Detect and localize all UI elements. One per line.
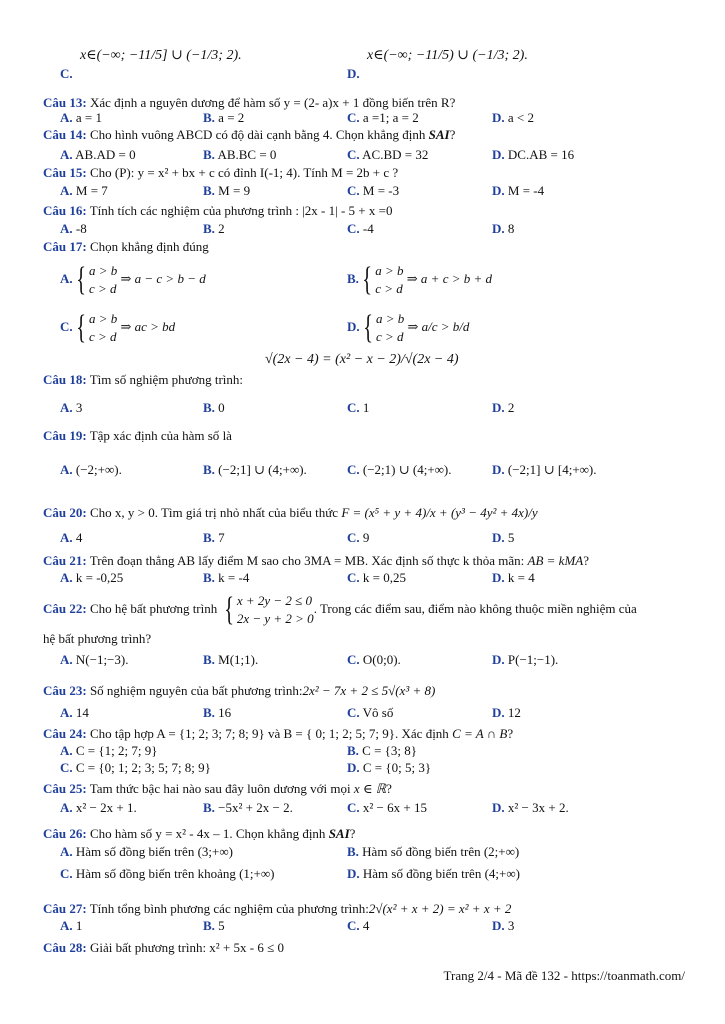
option-a[interactable] [60, 183, 108, 198]
option-a[interactable] [60, 147, 136, 162]
option-d[interactable] [492, 652, 558, 667]
question-text: Tính tổng bình phương các nghiệm của phương trình: [86, 901, 369, 916]
option-text: M = 9 [214, 183, 251, 198]
option-b[interactable] [203, 400, 225, 415]
option-letter: D. [492, 147, 505, 162]
option-b[interactable] [347, 262, 492, 298]
question-formula: AB = kMA [527, 553, 584, 568]
brace-icon: { [75, 261, 86, 298]
option-letter: D. [347, 866, 360, 881]
question-19 [43, 428, 232, 443]
option-c[interactable] [347, 530, 369, 545]
system-line: x + 2y − 2 ≤ 0 [236, 593, 313, 608]
option-system: a > b c > d [375, 311, 405, 344]
option-letter: B. [347, 743, 359, 758]
option-text: AB.AD = 0 [72, 147, 136, 162]
option-text: 7 [214, 530, 225, 545]
option-system: a > b c > d [88, 311, 118, 344]
option-letter: D. [492, 530, 505, 545]
question-number: Câu 15: [43, 165, 87, 180]
option-text: Hàm số đồng biến trên khoảng (1;+∞) [72, 866, 275, 881]
option-c[interactable] [347, 652, 401, 667]
option-c[interactable] [347, 183, 399, 198]
option-letter: C. [347, 800, 360, 815]
option-d[interactable] [492, 400, 514, 415]
option-text: M(1;1). [214, 652, 259, 667]
question-text: Cho x, y > 0. Tìm giá trị nhỏ nhất của biểu thức [86, 505, 342, 520]
option-letter: C. [347, 221, 360, 236]
option-text: 16 [214, 705, 232, 720]
option-text: 8 [504, 221, 515, 236]
option-a[interactable] [60, 844, 233, 859]
option-text: 3 [504, 918, 515, 933]
option-text: a =1; a = 2 [359, 110, 419, 125]
option-text: C = {0; 5; 3} [359, 760, 432, 775]
option-c[interactable] [60, 310, 175, 346]
question-text: Xác định a nguyên dương để hàm số y = (2- a)x + 1 đồng biến trên R? [86, 95, 456, 110]
option-text: Hàm số đồng biến trên (2;+∞) [358, 844, 520, 859]
question-tail: . Trong các điểm sau, điểm nào không thuộc miền nghiệm của [313, 600, 637, 616]
question-text: Cho hàm số y = x² - 4x – 1. Chọn khẳng định [86, 826, 329, 841]
question-22 [43, 592, 637, 628]
option-text: a < 2 [504, 110, 534, 125]
option-letter: A. [60, 400, 73, 415]
option-b[interactable] [203, 800, 293, 815]
question-tail: ? [583, 553, 590, 568]
option-a[interactable] [60, 918, 82, 933]
option-text: C = {3; 8} [358, 743, 418, 758]
option-c-label: C. [60, 66, 73, 81]
option-letter: D. [492, 800, 505, 815]
option-letter: B. [203, 705, 215, 720]
question-23 [43, 683, 435, 698]
question-text: Tam thức bậc hai nào sau đây luôn dương với mọi [86, 781, 354, 796]
question-number: Câu 23: [43, 683, 87, 698]
question-number: Câu 26: [43, 826, 87, 841]
question-formula: x ∈ ℝ [353, 781, 387, 796]
question-text: Trên đoạn thẳng AB lấy điểm M sao cho 3MA = MB. Xác định số thực k thỏa mãn: [86, 553, 528, 568]
option-system: a > b c > d [375, 263, 404, 296]
question-tail: ? [386, 781, 392, 796]
option-c[interactable] [60, 760, 211, 775]
option-letter: C. [347, 570, 360, 585]
option-letter: C. [347, 400, 360, 415]
option-letter: C. [347, 918, 360, 933]
system-line: 2x − y + 2 > 0 [236, 611, 314, 626]
option-d[interactable] [492, 462, 597, 477]
option-text: x² − 6x + 15 [359, 800, 427, 815]
option-text: a = 1 [72, 110, 102, 125]
option-letter: D. [492, 462, 505, 477]
option-text: -8 [72, 221, 87, 236]
option-letter: D. [492, 570, 505, 585]
question-text: Tập xác định của hàm số [86, 428, 223, 443]
question-15 [43, 165, 398, 180]
option-text: 9 [359, 530, 370, 545]
option-letter: B. [203, 183, 215, 198]
option-b[interactable] [203, 570, 249, 585]
option-b[interactable] [347, 743, 417, 758]
question-tail: ? [507, 726, 514, 741]
option-system: a > b c > d [88, 263, 118, 296]
option-letter: A. [60, 705, 73, 720]
option-c-expr: x∈(−∞; −11/5] ∪ (−1/3; 2). [80, 48, 242, 63]
option-a[interactable] [60, 705, 89, 720]
option-d[interactable] [347, 310, 469, 346]
inequality-system: { x + 2y − 2 ≤ 0 2x − y + 2 > 0 [223, 591, 314, 628]
option-letter: B. [203, 110, 215, 125]
option-letter: B. [203, 570, 215, 585]
option-d[interactable] [492, 705, 521, 720]
option-letter: B. [203, 462, 215, 477]
option-text: -4 [359, 221, 374, 236]
option-a[interactable] [60, 570, 123, 585]
option-a[interactable] [60, 462, 122, 477]
option-text: 1 [359, 400, 370, 415]
question-27 [43, 901, 511, 916]
option-letter: D. [492, 652, 505, 667]
option-a[interactable] [60, 110, 102, 125]
option-letter: B. [347, 844, 359, 859]
brace-icon: { [75, 309, 86, 346]
option-letter: B. [203, 652, 215, 667]
option-b[interactable] [203, 221, 225, 236]
option-letter: D. [492, 221, 505, 236]
option-letter: A. [60, 221, 73, 236]
option-a[interactable] [60, 262, 206, 298]
option-letter: B. [203, 530, 215, 545]
option-letter: A. [60, 800, 73, 815]
question-formula: 2√(x² + x + 2) = x² + x + 2 [368, 901, 512, 916]
option-result: ⇒ a/c > b/d [404, 318, 470, 334]
option-text: k = 0,25 [359, 570, 406, 585]
option-text: 2 [214, 221, 225, 236]
option-letter: C. [60, 318, 73, 334]
option-c[interactable] [347, 147, 428, 162]
option-d-label: D. [347, 66, 360, 81]
question-number: Câu 14: [43, 127, 87, 142]
option-a[interactable] [60, 743, 157, 758]
option-result: ⇒ a + c > b + d [403, 270, 493, 286]
option-text: AB.BC = 0 [214, 147, 277, 162]
option-d[interactable] [347, 866, 520, 881]
option-letter: B. [203, 221, 215, 236]
option-b[interactable] [203, 462, 307, 477]
option-text: −5x² + 2x − 2. [214, 800, 293, 815]
question-text: Tìm số nghiệm phương trình: [86, 372, 244, 387]
option-letter: A. [60, 183, 73, 198]
option-letter: C. [347, 183, 360, 198]
option-c[interactable] [347, 400, 369, 415]
option-b[interactable] [203, 183, 250, 198]
option-d[interactable] [492, 221, 514, 236]
question-text: Cho tập hợp A = {1; 2; 3; 7; 8; 9} và B = { 0; 1; 2; 5; 7; 9}. Xác định [86, 726, 453, 741]
question-17 [43, 239, 209, 254]
option-result: ⇒ a − c > b − d [117, 270, 206, 286]
question-number: Câu 18: [43, 372, 87, 387]
question-number: Câu 22: [43, 600, 87, 616]
option-d[interactable] [492, 918, 514, 933]
question-text: Chọn khẳng định đúng [86, 239, 209, 254]
option-letter: C. [347, 652, 360, 667]
option-letter: B. [203, 918, 215, 933]
option-b[interactable] [203, 110, 244, 125]
option-b[interactable] [203, 705, 231, 720]
question-16 [43, 203, 392, 218]
question-number: Câu 13: [43, 95, 87, 110]
option-c[interactable] [347, 800, 427, 815]
option-letter: A. [60, 110, 73, 125]
option-c[interactable] [347, 570, 406, 585]
option-letter: C. [60, 760, 73, 775]
question-text: Cho hình vuông ABCD có độ dài cạnh bằng 4. Chọn khẳng định [86, 127, 429, 142]
question-emphasis: SAI [328, 826, 350, 841]
question-number: Câu 28: [43, 940, 87, 955]
option-a[interactable] [60, 221, 87, 236]
option-letter: A. [60, 462, 73, 477]
option-letter: C. [347, 147, 360, 162]
option-b[interactable] [203, 918, 225, 933]
option-a[interactable] [60, 652, 128, 667]
question-28 [43, 940, 284, 955]
option-d[interactable] [492, 530, 514, 545]
option-letter: B. [347, 270, 359, 286]
question-number: Câu 24: [43, 726, 87, 741]
question-number: Câu 20: [43, 505, 87, 520]
option-letter: D. [492, 918, 505, 933]
option-letter: C. [347, 462, 360, 477]
option-b[interactable] [203, 530, 225, 545]
option-a[interactable] [60, 800, 137, 815]
option-text: M = -3 [359, 183, 400, 198]
question-text: Tính tích các nghiệm của phương trình : |2x - 1| - 5 + x =0 [86, 203, 393, 218]
option-d[interactable] [492, 147, 574, 162]
option-letter: A. [60, 743, 73, 758]
option-text: N(−1;−3). [72, 652, 129, 667]
option-c[interactable] [347, 221, 374, 236]
option-text: Hàm số đồng biến trên (4;+∞) [359, 866, 520, 881]
option-text: AC.BD = 32 [359, 147, 429, 162]
option-d[interactable] [492, 570, 535, 585]
option-a[interactable] [60, 530, 82, 545]
brace-icon: { [362, 309, 373, 346]
question-26 [43, 826, 355, 841]
option-letter: D. [492, 110, 505, 125]
question-emphasis: SAI [428, 127, 450, 142]
option-letter: C. [60, 866, 73, 881]
option-b[interactable] [347, 844, 519, 859]
option-letter: C. [347, 530, 360, 545]
option-letter: D. [492, 183, 505, 198]
option-letter: A. [60, 570, 73, 585]
option-letter: B. [203, 400, 215, 415]
option-text: O(0;0). [359, 652, 401, 667]
question-text: Giải bất phương trình: x² + 5x - 6 ≤ 0 [86, 940, 284, 955]
option-text: 5 [214, 918, 225, 933]
question-tail: là [222, 428, 232, 443]
option-d[interactable] [492, 110, 534, 125]
option-text: a = 2 [214, 110, 245, 125]
option-text: 5 [504, 530, 515, 545]
option-c[interactable] [60, 866, 274, 881]
question-number: Câu 21: [43, 553, 87, 568]
option-d[interactable] [492, 800, 569, 815]
question-21 [43, 553, 589, 568]
option-text: 3 [72, 400, 83, 415]
option-text: M = -4 [504, 183, 545, 198]
option-d[interactable] [347, 760, 431, 775]
option-text: DC.AB = 16 [504, 147, 575, 162]
question-14 [43, 127, 455, 142]
option-text: Hàm số đồng biến trên (3;+∞) [72, 844, 233, 859]
question-number: Câu 27: [43, 901, 87, 916]
brace-icon: { [362, 261, 372, 298]
option-letter: D. [492, 400, 505, 415]
option-letter: A. [60, 530, 73, 545]
question-tail: ? [449, 127, 456, 142]
question-24 [43, 726, 513, 741]
option-letter: A. [60, 918, 73, 933]
option-text: k = -4 [214, 570, 250, 585]
option-c[interactable] [347, 462, 452, 477]
question-18 [43, 372, 243, 387]
question-number: Câu 19: [43, 428, 87, 443]
option-c[interactable] [347, 705, 393, 720]
option-letter: D. [347, 318, 360, 334]
option-letter: A. [60, 652, 73, 667]
question-formula: √(2x − 4) = (x² − x − 2)/√(2x − 4) [265, 352, 459, 367]
option-d-expr: x∈(−∞; −11/5) ∪ (−1/3; 2). [367, 48, 528, 63]
option-text: C = {0; 1; 2; 3; 5; 7; 8; 9} [72, 760, 211, 775]
option-letter: B. [203, 147, 215, 162]
option-text: 1 [72, 918, 83, 933]
question-13 [43, 95, 455, 110]
option-text: Vô số [359, 705, 394, 720]
option-text: (−2;1] ∪ [4;+∞). [504, 462, 597, 477]
option-text: P(−1;−1). [504, 652, 559, 667]
option-c[interactable] [347, 110, 419, 125]
question-tail: ? [349, 826, 356, 841]
option-text: x² − 3x + 2. [504, 800, 569, 815]
question-formula: C = A ∩ B [452, 726, 508, 741]
option-text: 0 [214, 400, 225, 415]
question-25 [43, 781, 392, 796]
option-text: x² − 2x + 1. [72, 800, 137, 815]
question-text: Cho hệ bất phương trình [86, 600, 221, 616]
option-text: k = -0,25 [72, 570, 124, 585]
question-formula: F = (x⁵ + y + 4)/x + (y³ − 4y² + 4x)/y [341, 505, 538, 520]
option-b[interactable] [203, 652, 258, 667]
option-text: C = {1; 2; 7; 9} [72, 743, 158, 758]
question-text: Số nghiệm nguyên của bất phương trình: [86, 683, 303, 698]
question-formula: 2x² − 7x + 2 ≤ 5√(x³ + 8) [302, 683, 436, 698]
option-text: M = 7 [72, 183, 108, 198]
option-text: (−2;1) ∪ (4;+∞). [359, 462, 452, 477]
option-letter: C. [347, 705, 360, 720]
option-letter: A. [60, 270, 73, 286]
option-text: 4 [359, 918, 370, 933]
option-text: (−2;+∞). [72, 462, 122, 477]
question-number: Câu 17: [43, 239, 87, 254]
option-result: ⇒ ac > bd [117, 318, 176, 334]
option-a[interactable] [60, 400, 82, 415]
question-continuation: hệ bất phương trình? [43, 631, 152, 646]
question-number: Câu 16: [43, 203, 87, 218]
option-c[interactable] [347, 918, 369, 933]
option-text: k = 4 [504, 570, 535, 585]
option-letter: C. [347, 110, 360, 125]
page-footer: Trang 2/4 - Mã đề 132 - https://toanmath.com/ [443, 968, 685, 983]
option-text: (−2;1] ∪ (4;+∞). [214, 462, 307, 477]
option-d[interactable] [492, 183, 544, 198]
option-letter: D. [347, 760, 360, 775]
option-letter: D. [492, 705, 505, 720]
option-text: 12 [504, 705, 521, 720]
option-b[interactable] [203, 147, 276, 162]
option-letter: A. [60, 844, 73, 859]
question-text: Cho (P): y = x² + bx + c có đỉnh I(-1; 4). Tính M = 2b + c ? [86, 165, 399, 180]
option-text: 4 [72, 530, 83, 545]
question-20 [43, 505, 538, 520]
option-text: 2 [504, 400, 515, 415]
option-letter: A. [60, 147, 73, 162]
question-number: Câu 25: [43, 781, 87, 796]
option-text: 14 [72, 705, 89, 720]
option-letter: B. [203, 800, 215, 815]
